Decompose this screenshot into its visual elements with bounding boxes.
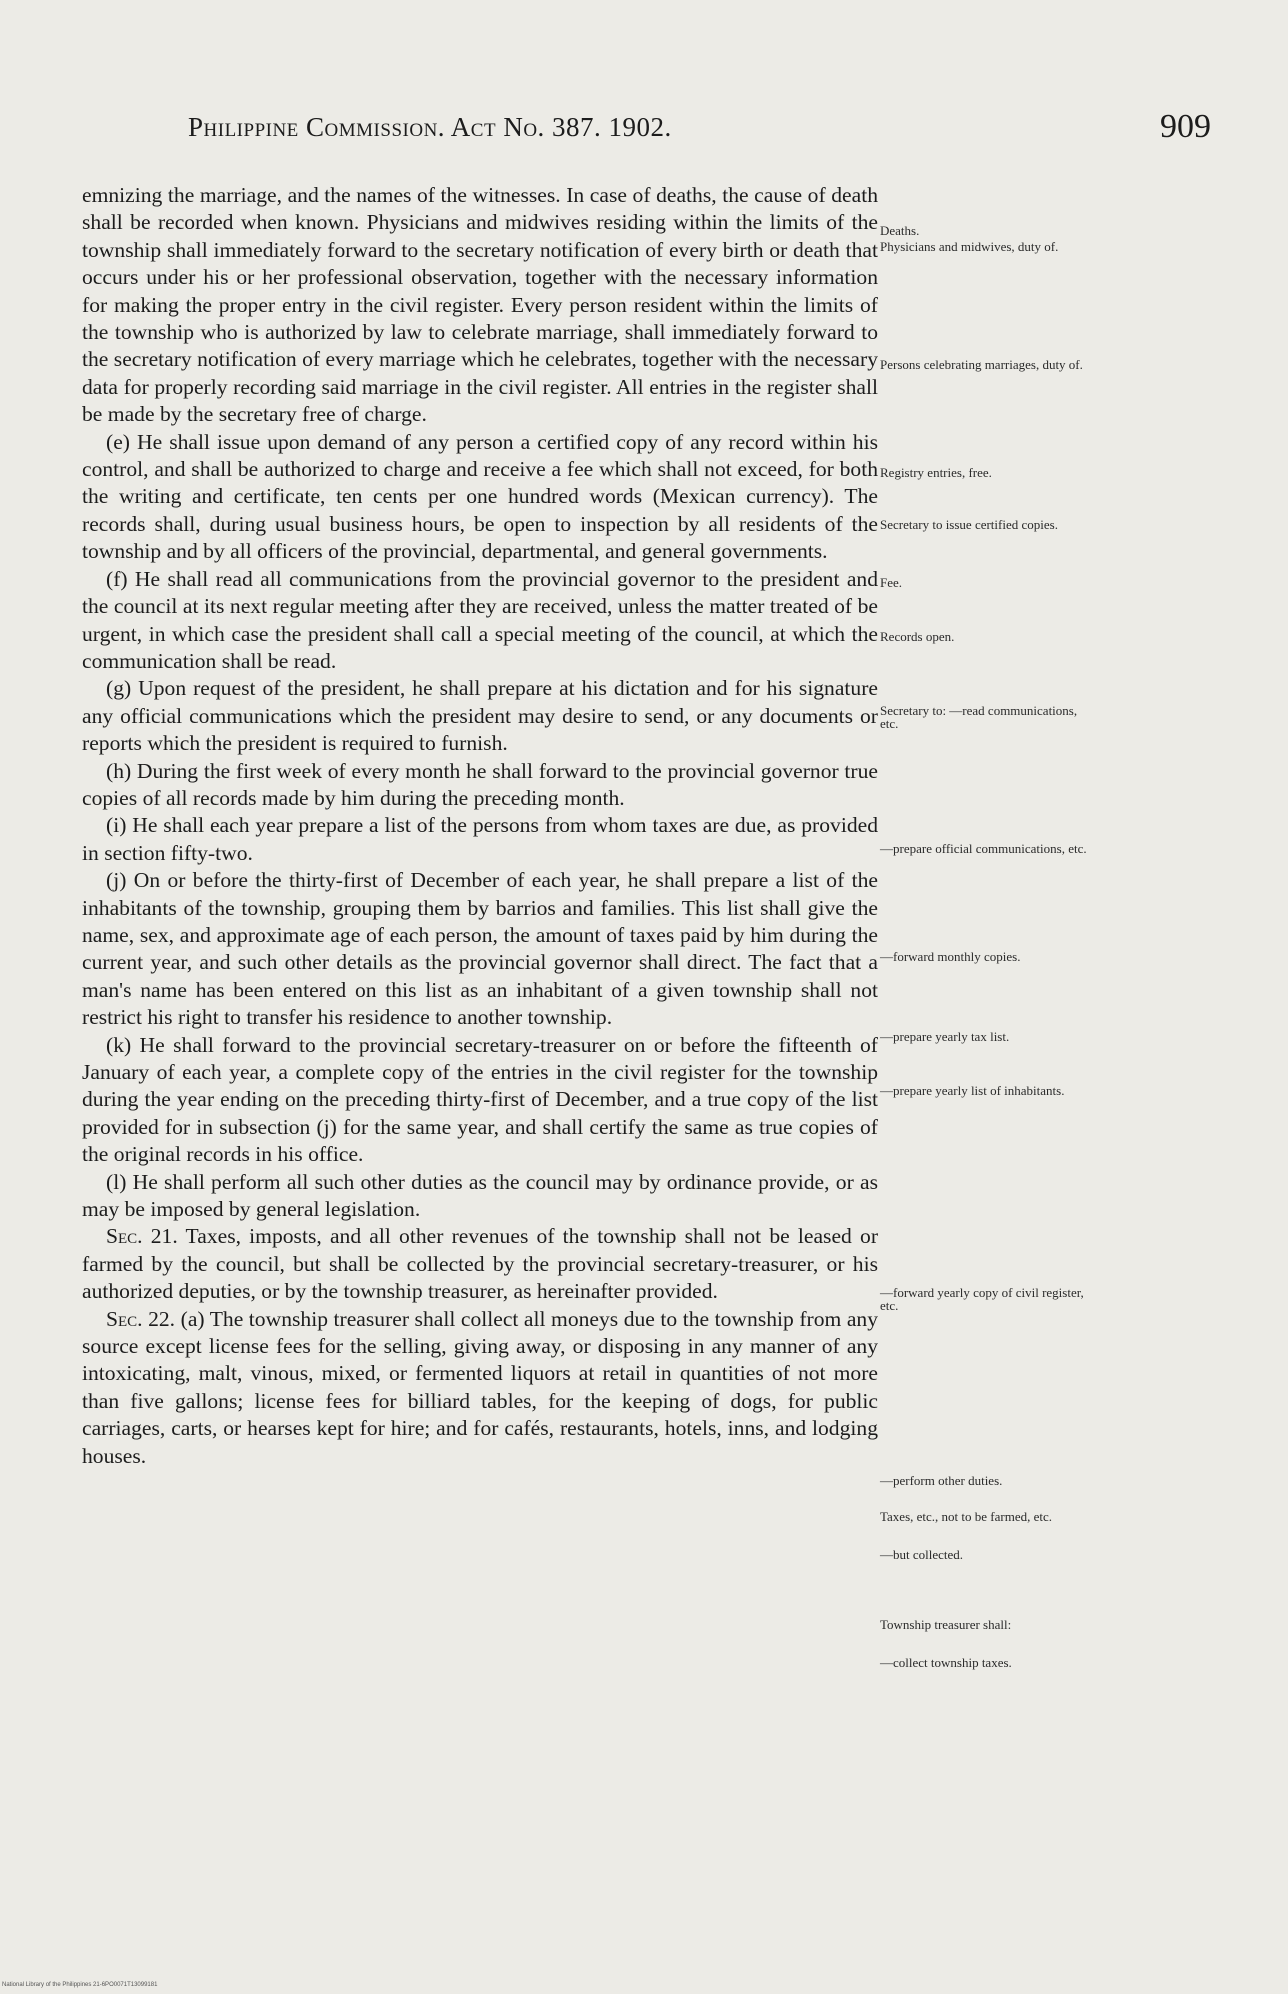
section-paragraph (82, 1306, 878, 1470)
marginal-note: —prepare yearly tax list. (880, 1029, 1010, 1044)
paragraph: (k) He shall forward to the provincial secretary-treasurer on or before the fifteenth of January of each year, a complete copy of the entries in the civil register for the township during the year ending on the preceding thirty-first of December, and a true copy of the list provided for in subsection (j) for the same year, and shall certify the same as true copies of the original records in his office. (82, 1032, 878, 1167)
body-text (82, 182, 878, 1470)
marginal-note: Deaths. (880, 223, 920, 238)
marginal-note: Secretary to issue certified copies. (880, 517, 1058, 532)
marginal-note: —but collected. (880, 1547, 964, 1562)
section-paragraph (82, 1223, 878, 1305)
marginal-note: —prepare official communications, etc. (880, 841, 1087, 856)
marginal-note: Township treasurer shall: (880, 1617, 1012, 1632)
marginal-note: Secretary to: —read communications, etc. (880, 703, 1078, 731)
paragraph: (i) He shall each year prepare a list of the persons from whom taxes are due, as provided in section fifty-two. (82, 813, 878, 865)
marginal-note: —forward yearly copy of civil register, etc. (880, 1285, 1084, 1313)
paragraph: (h) During the first week of every month he shall forward to the provincial governor true copies of all records made by him during the preceding month. (82, 758, 878, 810)
marginal-note: Persons celebrating marriages, duty of. (880, 357, 1083, 372)
paragraph: (l) He shall perform all such other duties as the council may by ordinance provide, or as may be imposed by general legislation. (82, 1169, 878, 1222)
marginal-note: —prepare yearly list of inhabitants. (880, 1083, 1065, 1098)
section-text: (a) The township treasurer shall collect all moneys due to the township from any source except license fees for the selling, giving away, or disposing in any manner of any intoxicating, malt, vinous, mixed, or fermented liquors at retail in quantities of not more than five gallons; license fees for billiard tables, for the keeping of dogs, for public carriages, carts, or hearses kept for hire; and for cafés, restaurants, hotels, inns, and lodging houses. (82, 1306, 879, 1468)
section-number: Sec. 22. (106, 1306, 176, 1331)
paragraph: (e) He shall issue upon demand of any person a certified copy of any record within his control, and shall be authorized to charge and receive a fee which shall not exceed, for both the writing and certificate, ten cents per one hundred words (Mexican currency). The records shall, during usual business hours, be open to inspection by all residents of the township and by all officers of the provincial, departmental, and general governments. (82, 429, 878, 564)
section-number: Sec. 21. (106, 1224, 178, 1249)
marginal-note: Records open. (880, 629, 955, 644)
paragraph: (f) He shall read all communications from the provincial governor to the president and the council at its next regular meeting after they are received, unless the matter treated of be urgent, in which case the president shall call a special meeting of the council, at which the communication shall be read. (82, 566, 878, 673)
marginal-note: —perform other duties. (880, 1473, 1003, 1488)
marginal-note: Fee. (880, 575, 903, 590)
footer-credit: National Library of the Philippines 21-6PO0071T13099181 (2, 1982, 158, 1988)
marginal-note: —forward monthly copies. (880, 949, 1021, 964)
marginal-note: Taxes, etc., not to be farmed, etc. (880, 1509, 1052, 1524)
section-text: Taxes, imposts, and all other revenues of the township shall not be leased or farmed by the council, but shall be collected by the provincial secretary-treasurer, or his authorized deputies, or by the township treasurer, as hereinafter provided. (82, 1224, 879, 1304)
paragraph: (g) Upon request of the president, he shall prepare at his dictation and for his signature any official communications which the president may desire to send, or any documents or reports which the president is required to furnish. (82, 676, 878, 756)
marginal-note: Registry entries, free. (880, 465, 992, 480)
paragraph: (j) On or before the thirty-first of December of each year, he shall prepare a list of the inhabitants of the township, grouping them by barrios and families. This list shall give the name, sex, and approximate age of each person, the amount of taxes paid by him during the current year, and such other details as the provincial governor shall direct. The fact that a man's name has been entered on this list as an inhabitant of a given township shall not restrict his right to transfer his residence to another township. (82, 868, 878, 1030)
marginal-note: —collect township taxes. (880, 1655, 1012, 1670)
marginal-note: Physicians and midwives, duty of. (880, 239, 1059, 254)
paragraph: emnizing the marriage, and the names of the witnesses. In case of deaths, the cause of death shall be recorded when known. Physicians and midwives residing within the limits of the township shall immediately forward to the secretary notification of every birth or death that occurs under his or her professional observation, together with the necessary information for making the proper entry in the civil register. Every person resident within the limits of the township who is authorized by law to celebrate marriage, shall immediately forward to the secretary notification of every marriage which he celebrates, together with the necessary data for properly recording said marriage in the civil register. All entries in the register shall be made by the secretary free of charge. (82, 183, 878, 427)
page-number: 909 (1160, 108, 1211, 145)
running-head: Philippine Commission. Act No. 387. 1902. (188, 112, 672, 142)
